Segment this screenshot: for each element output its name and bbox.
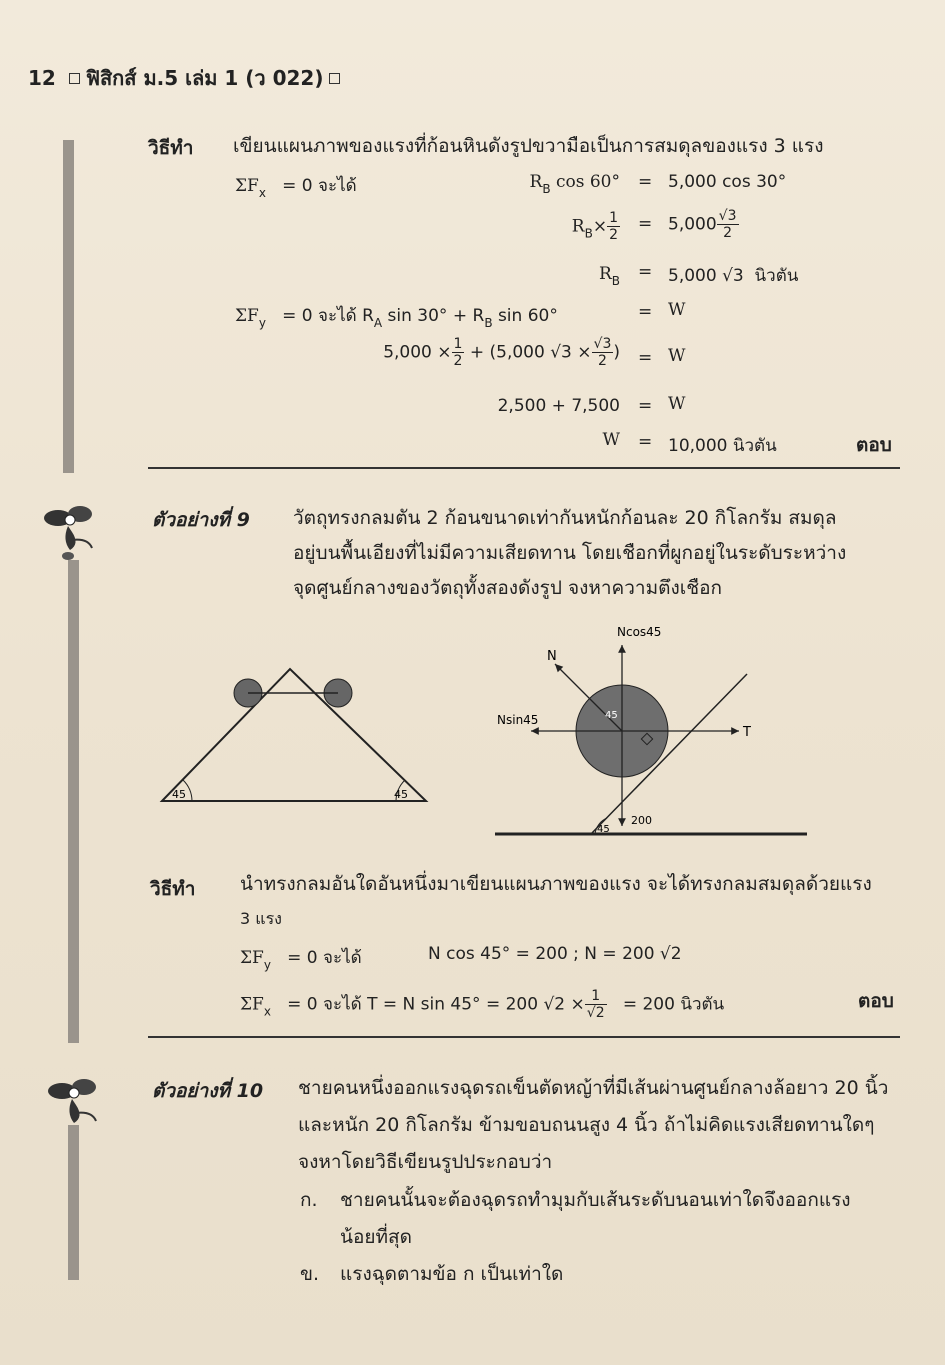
eq6-right: W <box>668 394 686 414</box>
equals-sign: = <box>638 172 653 192</box>
equals-sign: = <box>638 214 653 234</box>
divider <box>148 467 900 469</box>
eq2-left: $R_B\times$ $\frac{1}{2}$ <box>571 210 618 243</box>
nsin-label: Nsin45 <box>497 713 539 727</box>
eq1-right: 5,000 cos 30° <box>668 172 787 192</box>
eq4-right: W <box>668 300 686 320</box>
example-text-line: จุดศูนย์กลางของวัตถุทั้งสองดังรูป จงหาความตึงเชือก <box>293 577 723 599</box>
angle-label-inner: 45 <box>605 710 618 721</box>
list-item: แรงฉุดตามข้อ ก เป็นเท่าใด <box>340 1263 564 1285</box>
angle-label-base: 45 <box>597 824 610 835</box>
angle-label-left: 45 <box>172 788 186 801</box>
eq5-right: W <box>668 346 686 366</box>
book-title: ฟิสิกส์ ม.5 เล่ม 1 (ว 022) <box>85 66 324 90</box>
list-item: น้อยที่สุด <box>340 1226 412 1248</box>
flower-decoration-icon <box>40 500 100 570</box>
equals-sign: = <box>638 302 653 322</box>
eq5-left: 5,000 × $\frac{1}{2}$ + (5,000 √3 × $\frac{√3}{2}$ ) <box>383 336 620 369</box>
example-label: ตัวอย่างที่ 9 <box>152 509 250 531</box>
n-label: N <box>547 649 557 664</box>
solution-label: วิธีทำ <box>150 878 196 900</box>
angle-label-right: 45 <box>394 788 408 801</box>
sum-fy-eq: $\Sigma F_y$ = 0 จะได้ <box>240 948 362 972</box>
square-bullet-icon <box>69 73 80 84</box>
solution-text: 3 แรง <box>240 909 282 928</box>
eq7-right: 10,000 นิวตัน <box>668 436 777 456</box>
example-text-line: และหนัก 20 กิโลกรัม ข้ามขอบถนนสูง 4 นิ้ว ถ้าไม่คิดแรงเสียดทานใดๆ <box>298 1114 875 1136</box>
square-bullet-icon <box>329 73 340 84</box>
solution-text: นำทรงกลมอันใดอันหนึ่งมาเขียนแผนภาพของแรง จะได้ทรงกลมสมดุลด้วยแรง <box>240 873 872 895</box>
solution-intro: เขียนแผนภาพของแรงที่ก้อนหินดังรูปขวามือเป็นการสมดุลของแรง 3 แรง <box>233 135 824 157</box>
example-text-line: จงหาโดยวิธีเขียนรูปประกอบว่า <box>298 1151 553 1173</box>
eq2-right: 5,000 $\frac{√3}{2}$ <box>668 208 737 241</box>
example-text-line: วัตถุทรงกลมตัน 2 ก้อนขนาดเท่ากันหนักก้อนละ 20 กิโลกรัม สมดุล <box>293 507 837 529</box>
eq7-left: W <box>602 430 620 450</box>
equals-sign: = <box>638 432 653 452</box>
t-label: T <box>743 725 751 740</box>
eq3-left: $R_B$ <box>598 264 620 288</box>
flower-decoration-icon <box>44 1075 104 1135</box>
list-marker: ก. <box>300 1189 318 1211</box>
sum-fx-eq: $\Sigma F_x$ = 0 จะได้ T = N sin 45° = 200 √2 × $\frac{1}{√2}$ = 200 นิวตัน <box>240 988 725 1021</box>
example-text-line: ชายคนหนึ่งออกแรงฉุดรถเข็นตัดหญ้าที่มีเส้นผ่านศูนย์กลางล้อยาว 20 นิ้ว <box>298 1077 889 1099</box>
list-marker: ข. <box>300 1263 320 1285</box>
side-bar <box>63 140 74 473</box>
weight-label: 200 <box>631 814 652 827</box>
sum-fx-eq: $\Sigma F_x$ = 0 จะได้ <box>235 176 357 200</box>
equals-sign: = <box>638 262 653 282</box>
ncos-label: Ncos45 <box>617 625 662 639</box>
divider <box>148 1036 900 1038</box>
solution-label: วิธีทำ <box>148 137 194 159</box>
list-item: ชายคนนั้นจะต้องฉุดรถทำมุมกับเส้นระดับนอนเท่าใดจึงออกแรง <box>340 1189 851 1211</box>
equals-sign: = <box>638 348 653 368</box>
eq3-right: 5,000 √3 นิวตัน <box>668 266 799 286</box>
eq6-left: 2,500 + 7,500 <box>497 396 620 416</box>
equals-sign: = <box>638 396 653 416</box>
example-text-line: อยู่บนพื้นเอียงที่ไม่มีความเสียดทาน โดยเชือกที่ผูกอยู่ในระดับระหว่าง <box>293 542 847 564</box>
sum-fy-eq: $\Sigma F_y$ = 0 จะได้ $R_A$ $\sin 30^\circ + R_B$ sin 60° <box>235 306 558 330</box>
eq1-left: $R_B$ cos 60° <box>529 172 620 196</box>
example-label: ตัวอย่างที่ 10 <box>152 1080 264 1102</box>
answer-label: ตอบ <box>858 990 894 1012</box>
answer-label: ตอบ <box>856 434 892 456</box>
fy-equation: N cos 45° = 200 ; N = 200 √2 <box>428 944 682 964</box>
page-header <box>28 62 346 94</box>
side-bar <box>68 560 79 1043</box>
side-bar <box>68 1125 79 1280</box>
force-diagram <box>495 620 815 845</box>
page-number: 12 <box>28 66 56 90</box>
triangle-spheres-diagram <box>150 660 440 810</box>
